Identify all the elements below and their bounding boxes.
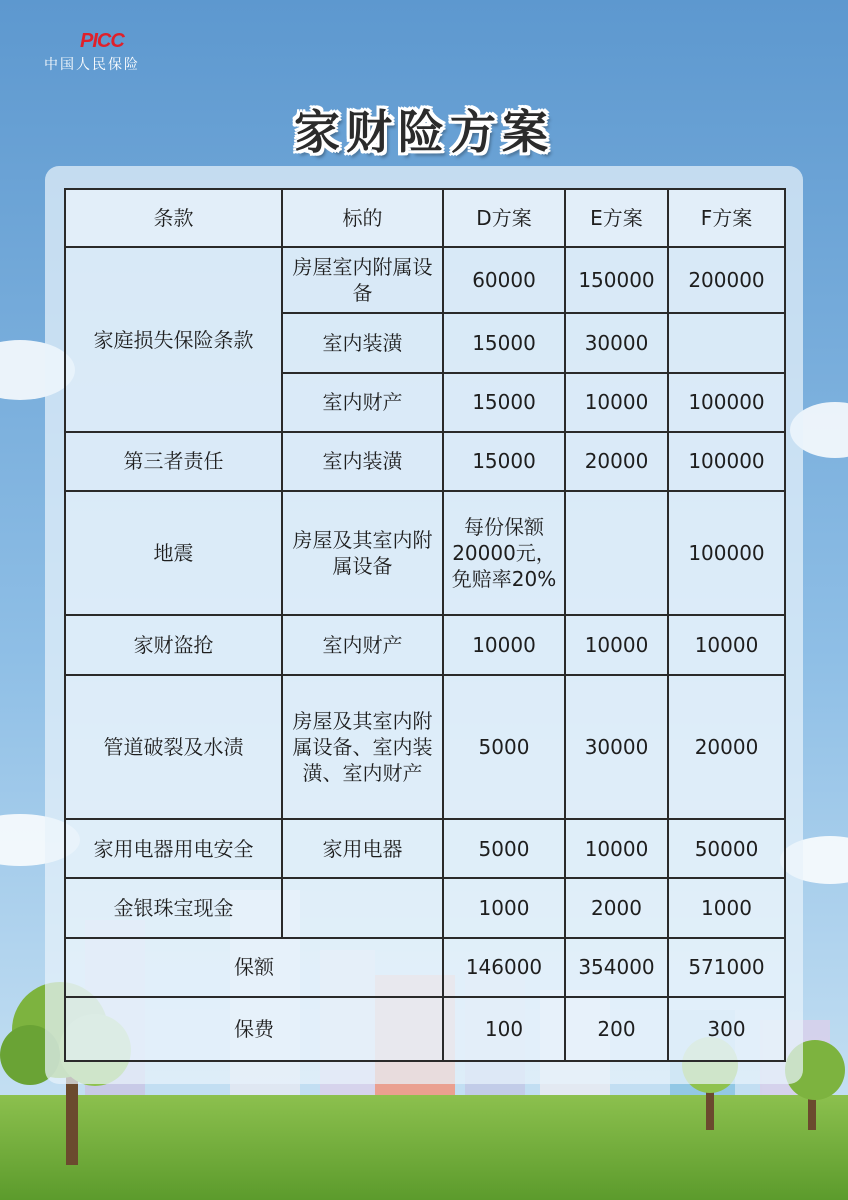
page-title: 家财险方案 (294, 105, 554, 159)
value-cell: 100 (443, 997, 565, 1061)
subject-cell (282, 878, 443, 937)
value-cell: 60000 (443, 247, 565, 313)
value-cell: 200000 (668, 247, 785, 313)
value-cell: 10000 (565, 373, 668, 432)
clause-cell: 家庭损失保险条款 (65, 247, 282, 432)
value-cell: 10000 (443, 615, 565, 674)
header-cell: E方案 (565, 189, 668, 247)
table-row (65, 247, 785, 313)
value-cell: 30000 (565, 313, 668, 372)
value-cell: 10000 (565, 819, 668, 878)
plan-table (64, 188, 786, 1062)
value-cell: 100000 (668, 491, 785, 615)
value-cell: 20000 (668, 675, 785, 819)
value-cell: 5000 (443, 675, 565, 819)
clause-cell: 地震 (65, 491, 282, 615)
logo-mark: PICC (80, 30, 124, 52)
value-cell: 15000 (443, 373, 565, 432)
total-label-cell: 保额 (65, 938, 443, 997)
table-row (65, 491, 785, 615)
value-cell: 2000 (565, 878, 668, 937)
subject-cell: 房屋及其室内附属设备、室内装潢、室内财产 (282, 675, 443, 819)
subject-cell: 室内财产 (282, 615, 443, 674)
value-cell: 150000 (565, 247, 668, 313)
value-cell: 50000 (668, 819, 785, 878)
value-cell (668, 313, 785, 372)
value-cell: 30000 (565, 675, 668, 819)
value-cell: 15000 (443, 313, 565, 372)
clause-cell: 管道破裂及水渍 (65, 675, 282, 819)
table-row (65, 878, 785, 937)
clause-cell: 金银珠宝现金 (65, 878, 282, 937)
subject-cell: 室内财产 (282, 373, 443, 432)
header-cell: 条款 (65, 189, 282, 247)
value-cell: 每份保额20000元，免赔率20% (443, 491, 565, 615)
value-cell: 10000 (668, 615, 785, 674)
table-row (65, 675, 785, 819)
header-cell: D方案 (443, 189, 565, 247)
value-cell: 20000 (565, 432, 668, 491)
subject-cell: 室内装潢 (282, 313, 443, 372)
clause-cell: 家财盗抢 (65, 615, 282, 674)
header-cell: F方案 (668, 189, 785, 247)
header-cell: 标的 (282, 189, 443, 247)
total-label-cell: 保费 (65, 997, 443, 1061)
value-cell: 15000 (443, 432, 565, 491)
value-cell: 146000 (443, 938, 565, 997)
subject-cell: 房屋室内附属设备 (282, 247, 443, 313)
value-cell (565, 491, 668, 615)
subject-cell: 室内装潢 (282, 432, 443, 491)
clause-cell: 家用电器用电安全 (65, 819, 282, 878)
table-row (65, 615, 785, 674)
subject-cell: 房屋及其室内附属设备 (282, 491, 443, 615)
value-cell: 100000 (668, 373, 785, 432)
clause-cell: 第三者责任 (65, 432, 282, 491)
value-cell: 1000 (668, 878, 785, 937)
value-cell: 200 (565, 997, 668, 1061)
table-row (65, 432, 785, 491)
table-header-row (65, 189, 785, 247)
total-row (65, 938, 785, 997)
total-row (65, 997, 785, 1061)
value-cell: 571000 (668, 938, 785, 997)
subject-cell: 家用电器 (282, 819, 443, 878)
value-cell: 10000 (565, 615, 668, 674)
value-cell: 300 (668, 997, 785, 1061)
table-row (65, 819, 785, 878)
value-cell: 354000 (565, 938, 668, 997)
value-cell: 5000 (443, 819, 565, 878)
picc-logo (44, 30, 174, 74)
logo-text: 中国人民保险 (44, 57, 140, 73)
value-cell: 100000 (668, 432, 785, 491)
value-cell: 1000 (443, 878, 565, 937)
